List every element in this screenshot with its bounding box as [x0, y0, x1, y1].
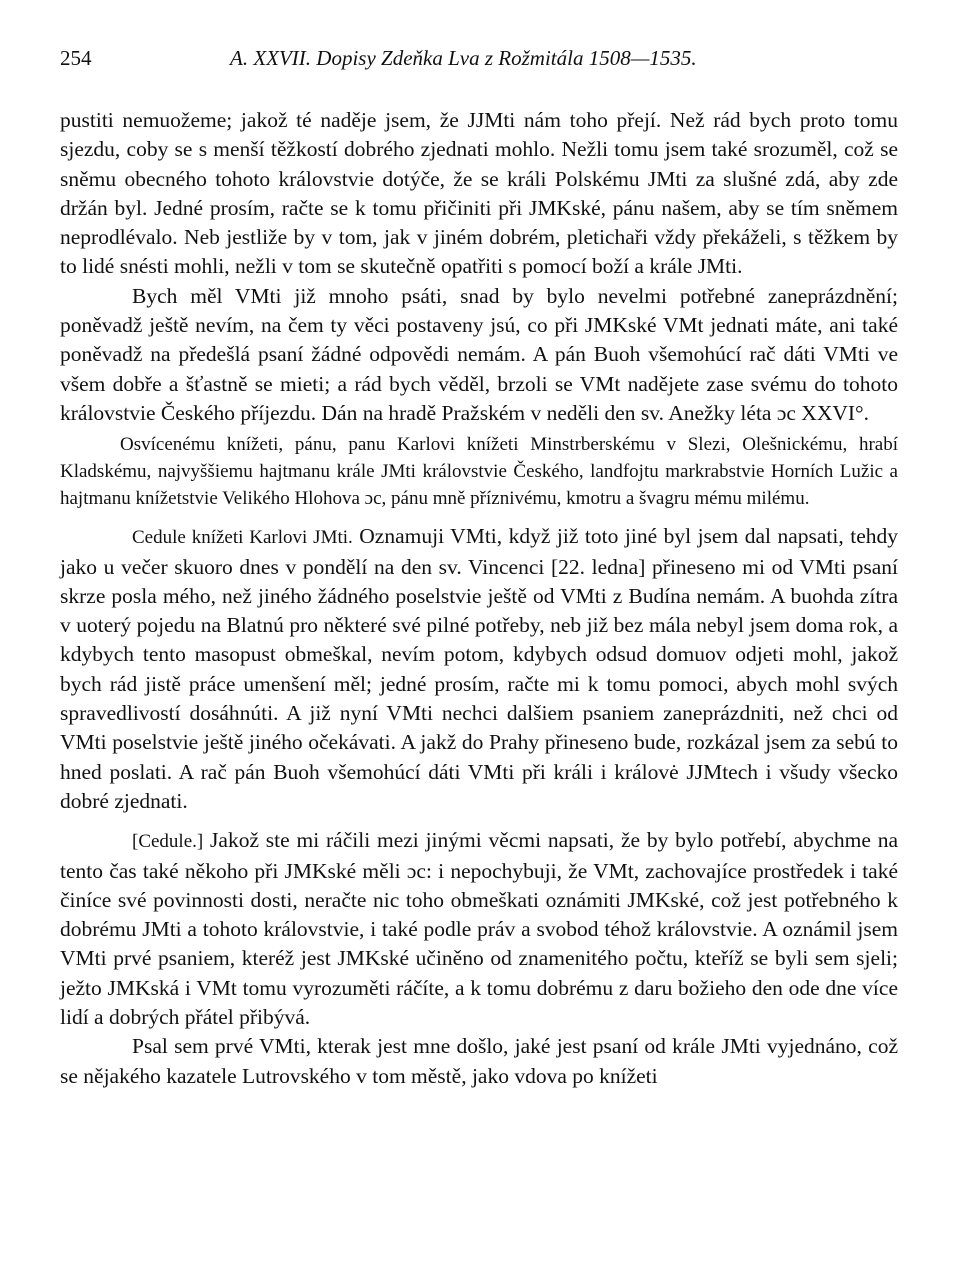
cedule-text: Oznamuji VMti, když již toto jiné byl jsem dal napsati, tehdy jako u večer skuoro dnes v pondělí na den sv. Vincenci [22. ledna] přineseno mi od VMti psaní skrze posla mého, než jiného žádného poselstvie ještě od VMti z Budína nemám. A buohda zítra v uoterý pojedu na Blatnú pro některé své pilné potřeby, neb již bez mála nebyl jsem doma rok, a kdybych tento masopust obmeškal, nevím potom, kdybych odsud domuov odjeti mohl, jakož bych rád jistě práce umenšení měl; jedné prosím, račte mi k tomu pomoci, abych mohl svých spravedlivostí dosáhnúti. A již nyní VMti nechci dalšiem psaniem zaneprázdniti, než chci od VMti poselstvie ještě jiného očekávati. A jakž do Prahy přineseno bude, rozkázal jsem za sebú to hned poslati. A rač pán Buoh všemohúcí dáti VMti při králi i královė JJMtech i všudy všecko dobré zjednati.: [60, 524, 898, 813]
page-number: 254: [60, 46, 92, 70]
page-header: [60, 46, 898, 86]
running-title: A. XXVII. Dopisy Zdeňka Lva z Rožmitála 1508—1535.: [230, 46, 697, 70]
paragraph: Psal sem prvé VMti, kterak jest mne došlo, jaké jest psaní od krále JMti vyjednáno, což se nějakého kazatele Lutrovského v tom městě, jako vdova po knížeti: [60, 1034, 898, 1088]
cedule-text: Jakož ste mi ráčili mezi jinými věcmi napsati, že by bylo potřebí, abychme na tento čas také někoho při JMKské měli ɔc: i nepochybuji, že VMt, zachovajíce prostředek i také činíce své povinnosti dosti, neračte nic toho obmeškati oznámiti JMKské, což jest potřebného k dobrému JMti a tohoto královstvie, i také podle práv a svobod téhož královstvie. A oznámil jsem VMti prvé psaniem, kteréž jest JMKské učiněno od znamenitého počtu, kteříž se byli sem sjeli; ježto JMKská i VMt tomu vyrozuměti ráčíte, a k tomu dobrému z daru božieho den ode dne více lidí a dobrých přátel přibývá.: [60, 828, 898, 1030]
cedule-label: [Cedule.]: [132, 831, 204, 853]
paragraph: pustiti nemuožeme; jakož té naděje jsem, že JJMti nám toho přejí. Než rád bych proto tomu sjezdu, coby se s menší těžkostí dobrého zjednati mohlo. Nežli tomu jsem také srozuměl, což se sněmu obecného tohoto královstvie dotýče, že se králi Polskému JMti za slušné zdá, aby zde držán byl. Jedné prosím, račte se k tomu přičiniti při JMKské, pánu našem, aby se tím sněmem neprodlévalo. Neb jestliže by v tom, jak v jiném dobrém, pletichaři vždy překáželi, s těžkem by to lidé snésti mohli, nežli v tom se skutečně opatřiti s pomocí boží a krále JMti.: [60, 108, 898, 279]
cedule-label: Cedule knížeti Karlovi JMti.: [132, 527, 353, 549]
paragraph: Bych měl VMti již mnoho psáti, snad by bylo nevelmi potřebné zaneprázdnění; poněvadž ještě nevím, na čem ty věci postaveny jsú, co při JMKské VMt jednati máte, ani také poněvadž na předešlá psaní žádné odpovědi nemám. A pán Buoh všemohúcí rač dáti VMti ve všem dobře a šťastně se mieti; a rád bych věděl, brzoli se VMt nadějete zase svému do tohoto královstvie Českého příjezdu. Dán na hradě Pražském v neděli den sv. Anežky léta ɔc XXVI°.: [60, 283, 898, 425]
letter-address: Osvícenému knížeti, pánu, panu Karlovi knížeti Minstrberskému v Slezi, Olešnickému, hrabí Kladskému, najvyššiemu hajtmanu krále JMti královstvie Českého, landfojtu markrabstvie Horních Lužic a hajtmanu knížetstvie Velikého Hlohova ɔc, pánu mně příznivému, kmotru a švagru mému milému.: [60, 434, 898, 510]
cedule-paragraph: [60, 522, 898, 816]
page-content: [60, 46, 898, 1091]
cedule-paragraph: [60, 826, 898, 1032]
